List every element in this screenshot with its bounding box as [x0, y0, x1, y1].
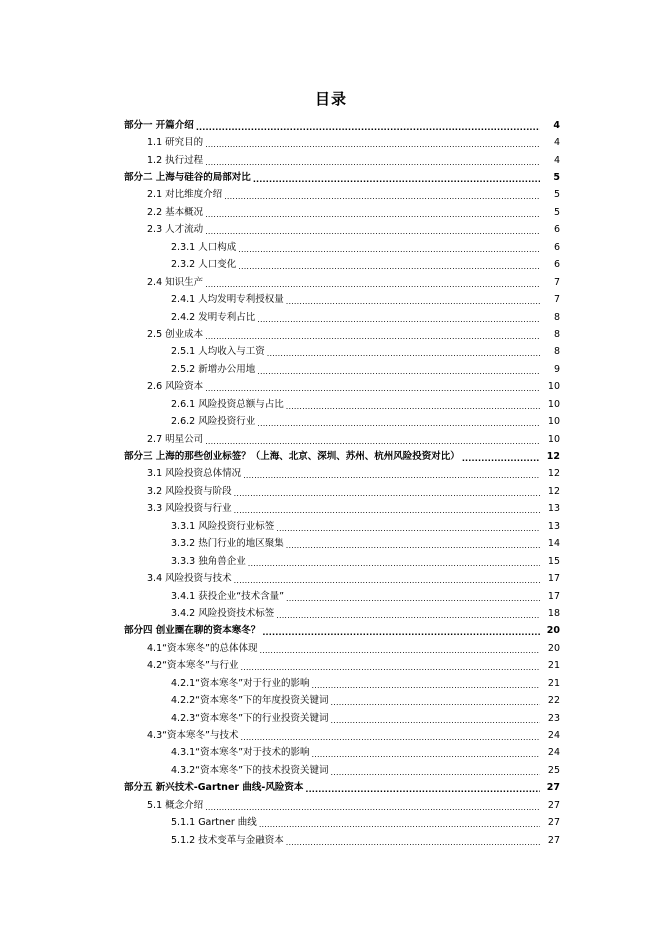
toc-subsection-entry[interactable] — [0, 797, 662, 814]
toc-subsection-entry[interactable] — [0, 204, 662, 221]
toc-dot-leader — [262, 627, 540, 639]
toc-page-number: 7 — [553, 294, 560, 306]
toc-dot-leader — [257, 418, 540, 430]
toc-dot-leader — [205, 279, 540, 291]
toc-entry-label: 部分五 新兴技术-Gartner 曲线-风险资本 — [124, 782, 304, 794]
toc-entry-label: 2.6.1 风险投资总额与占比 — [171, 398, 284, 410]
toc-dot-leader — [205, 383, 540, 395]
toc-title: 目录 — [314, 90, 347, 108]
toc-page-number: 24 — [547, 730, 560, 742]
toc-entry-label: 3.2 风险投资与阶段 — [147, 485, 232, 497]
toc-subsubsection-entry[interactable] — [0, 396, 662, 413]
toc-page-number: 21 — [547, 677, 560, 689]
toc-dot-leader — [224, 191, 540, 203]
toc-dot-leader — [205, 802, 540, 814]
toc-subsection-entry[interactable] — [0, 134, 662, 151]
toc-dot-leader — [205, 436, 540, 448]
toc-section-entry[interactable] — [0, 117, 662, 134]
toc-entry-label: 2.5.2 新增办公用地 — [171, 363, 256, 375]
toc-dot-leader — [286, 540, 540, 552]
toc-entry-label: 4.2.3“资本寒冬”下的行业投资关键词 — [171, 712, 329, 724]
toc-subsection-entry[interactable] — [0, 431, 662, 448]
toc-page-number: 10 — [547, 433, 560, 445]
toc-subsection-entry[interactable] — [0, 274, 662, 291]
toc-subsection-entry[interactable] — [0, 501, 662, 518]
toc-entry-label: 部分一 开篇介绍 — [124, 119, 194, 131]
toc-entry-label: 3.4 风险投资与技术 — [147, 573, 232, 585]
table-of-contents — [0, 117, 662, 849]
toc-section-entry[interactable] — [0, 169, 662, 186]
toc-subsubsection-entry[interactable] — [0, 762, 662, 779]
toc-dot-leader — [259, 645, 540, 657]
toc-subsubsection-entry[interactable] — [0, 257, 662, 274]
toc-subsection-entry[interactable] — [0, 466, 662, 483]
toc-entry-label: 5.1.2 技术变革与金融资本 — [171, 834, 284, 846]
toc-page-number: 8 — [553, 328, 560, 340]
toc-page-number: 18 — [547, 607, 560, 619]
toc-subsubsection-entry[interactable] — [0, 413, 662, 430]
toc-entry-label: 2.6.2 风险投资行业 — [171, 416, 256, 428]
toc-page-number: 17 — [547, 590, 560, 602]
toc-entry-label: 4.3“资本寒冬”与技术 — [147, 730, 239, 742]
toc-subsection-entry[interactable] — [0, 222, 662, 239]
toc-dot-leader — [205, 331, 540, 343]
toc-page-number: 4 — [553, 154, 560, 166]
toc-dot-leader — [205, 139, 540, 151]
toc-entry-label: 2.7 明星公司 — [147, 433, 204, 445]
toc-entry-label: 3.3.2 热门行业的地区聚集 — [171, 538, 284, 550]
toc-entry-label: 3.3 风险投资与行业 — [147, 503, 232, 515]
toc-page-number: 20 — [546, 625, 560, 637]
toc-entry-label: 部分二 上海与硅谷的局部对比 — [124, 172, 251, 184]
toc-entry-label: 2.3 人才流动 — [147, 224, 204, 236]
toc-subsubsection-entry[interactable] — [0, 344, 662, 361]
toc-entry-label: 4.3.2“资本寒冬”下的技术投资关键词 — [171, 764, 329, 776]
toc-subsubsection-entry[interactable] — [0, 518, 662, 535]
toc-page-number: 9 — [553, 363, 560, 375]
toc-subsubsection-entry[interactable] — [0, 553, 662, 570]
toc-dot-leader — [243, 470, 540, 482]
toc-entry-label: 2.4.2 发明专利占比 — [171, 311, 256, 323]
toc-subsubsection-entry[interactable] — [0, 291, 662, 308]
toc-subsection-entry[interactable] — [0, 483, 662, 500]
toc-entry-label: 2.1 对比维度介绍 — [147, 189, 223, 201]
toc-dot-leader — [286, 837, 540, 849]
toc-page-number: 22 — [547, 695, 560, 707]
toc-dot-leader — [259, 819, 540, 831]
toc-page-number: 12 — [547, 485, 560, 497]
toc-entry-label: 3.3.1 风险投资行业标签 — [171, 520, 275, 532]
toc-dot-leader — [276, 610, 540, 622]
toc-dot-leader — [234, 488, 540, 500]
toc-page-number: 27 — [546, 782, 560, 794]
toc-entry-label: 3.3.3 独角兽企业 — [171, 555, 246, 567]
toc-subsection-entry[interactable] — [0, 640, 662, 657]
toc-entry-label: 1.2 执行过程 — [147, 154, 204, 166]
toc-subsection-entry[interactable] — [0, 379, 662, 396]
toc-dot-leader — [305, 784, 540, 796]
toc-dot-leader — [331, 767, 540, 779]
toc-subsubsection-entry[interactable] — [0, 361, 662, 378]
toc-entry-label: 部分三 上海的那些创业标签？（上海、北京、深圳、苏州、杭州风险投资对比） — [124, 451, 460, 463]
toc-dot-leader — [286, 593, 540, 605]
toc-page-number: 4 — [553, 119, 560, 131]
toc-entry-label: 4.2.1“资本寒冬”对于行业的影响 — [171, 677, 310, 689]
toc-entry-label: 2.5.1 人均收入与工资 — [171, 346, 265, 358]
toc-dot-leader — [267, 348, 540, 360]
toc-dot-leader — [286, 296, 540, 308]
toc-entry-label: 3.1 风险投资总体情况 — [147, 468, 242, 480]
toc-entry-label: 2.3.1 人口构成 — [171, 241, 237, 253]
toc-dot-leader — [286, 401, 540, 413]
toc-entry-label: 2.4 知识生产 — [147, 276, 204, 288]
toc-page-number: 15 — [547, 555, 560, 567]
toc-section-entry[interactable] — [0, 448, 662, 465]
toc-page-number: 5 — [553, 172, 560, 184]
toc-page-number: 17 — [547, 573, 560, 585]
toc-subsubsection-entry[interactable] — [0, 745, 662, 762]
toc-page-number: 12 — [546, 451, 560, 463]
toc-page-number: 25 — [547, 764, 560, 776]
toc-subsubsection-entry[interactable] — [0, 675, 662, 692]
toc-subsubsection-entry[interactable] — [0, 815, 662, 832]
toc-dot-leader — [205, 226, 540, 238]
toc-subsection-entry[interactable] — [0, 152, 662, 169]
toc-entry-label: 3.4.2 风险投资技术标签 — [171, 607, 275, 619]
toc-subsection-entry[interactable] — [0, 658, 662, 675]
toc-subsubsection-entry[interactable] — [0, 692, 662, 709]
toc-entry-label: 2.6 风险资本 — [147, 381, 204, 393]
toc-dot-leader — [331, 697, 540, 709]
toc-subsubsection-entry[interactable] — [0, 239, 662, 256]
toc-subsubsection-entry[interactable] — [0, 588, 662, 605]
toc-dot-leader — [276, 523, 540, 535]
toc-page-number: 6 — [553, 259, 560, 271]
toc-section-entry[interactable] — [0, 623, 662, 640]
toc-entry-label: 3.4.1 获投企业“技术含量” — [171, 590, 285, 602]
toc-subsubsection-entry[interactable] — [0, 605, 662, 622]
toc-subsubsection-entry[interactable] — [0, 536, 662, 553]
toc-page-number: 23 — [547, 712, 560, 724]
toc-page-number: 5 — [553, 189, 560, 201]
toc-page-number: 27 — [547, 799, 560, 811]
toc-entry-label: 5.1.1 Gartner 曲线 — [171, 817, 257, 829]
toc-page-number: 21 — [547, 660, 560, 672]
toc-dot-leader — [240, 662, 540, 674]
toc-page-number: 10 — [547, 398, 560, 410]
toc-entry-label: 4.2“资本寒冬”与行业 — [147, 660, 239, 672]
toc-dot-leader — [234, 505, 540, 517]
toc-entry-label: 4.1“资本寒冬”的总体体现 — [147, 642, 258, 654]
toc-subsubsection-entry[interactable] — [0, 710, 662, 727]
toc-subsection-entry[interactable] — [0, 727, 662, 744]
toc-dot-leader — [238, 244, 540, 256]
toc-dot-leader — [462, 453, 540, 465]
toc-page-number: 8 — [553, 346, 560, 358]
toc-dot-leader — [238, 261, 540, 273]
toc-dot-leader — [253, 174, 540, 186]
toc-entry-label: 2.4.1 人均发明专利授权量 — [171, 294, 284, 306]
toc-entry-label: 部分四 创业圈在聊的资本寒冬？ — [124, 625, 261, 637]
toc-dot-leader — [205, 157, 540, 169]
toc-section-entry[interactable] — [0, 780, 662, 797]
toc-entry-label: 4.3.1“资本寒冬”对于技术的影响 — [171, 747, 310, 759]
toc-dot-leader — [234, 575, 540, 587]
toc-subsection-entry[interactable] — [0, 570, 662, 587]
toc-subsection-entry[interactable] — [0, 187, 662, 204]
toc-page-number: 5 — [553, 206, 560, 218]
toc-page-number: 10 — [547, 381, 560, 393]
toc-page-number: 27 — [547, 834, 560, 846]
toc-dot-leader — [312, 680, 540, 692]
toc-entry-label: 1.1 研究目的 — [147, 137, 204, 149]
toc-entry-label: 2.2 基本概况 — [147, 206, 204, 218]
toc-page-number: 8 — [553, 311, 560, 323]
toc-page-number: 10 — [547, 416, 560, 428]
toc-entry-label: 4.2.2“资本寒冬”下的年度投资关键词 — [171, 695, 329, 707]
toc-entry-label: 2.3.2 人口变化 — [171, 259, 237, 271]
toc-dot-leader — [331, 715, 540, 727]
toc-dot-leader — [312, 749, 540, 761]
toc-dot-leader — [257, 366, 540, 378]
toc-dot-leader — [240, 732, 540, 744]
toc-page-number: 12 — [547, 468, 560, 480]
toc-dot-leader — [257, 314, 540, 326]
toc-page-number: 4 — [553, 137, 560, 149]
toc-subsection-entry[interactable] — [0, 326, 662, 343]
toc-dot-leader — [196, 122, 540, 134]
toc-page-number: 20 — [547, 642, 560, 654]
toc-page-number: 14 — [547, 538, 560, 550]
toc-page-number: 27 — [547, 817, 560, 829]
toc-page-number: 13 — [547, 520, 560, 532]
toc-entry-label: 2.5 创业成本 — [147, 328, 204, 340]
toc-subsubsection-entry[interactable] — [0, 309, 662, 326]
toc-dot-leader — [205, 209, 540, 221]
toc-page-number: 24 — [547, 747, 560, 759]
toc-entry-label: 5.1 概念介绍 — [147, 799, 204, 811]
toc-page-number: 6 — [553, 241, 560, 253]
toc-dot-leader — [248, 558, 540, 570]
toc-page-number: 7 — [553, 276, 560, 288]
toc-subsubsection-entry[interactable] — [0, 832, 662, 849]
toc-page-number: 13 — [547, 503, 560, 515]
toc-page-number: 6 — [553, 224, 560, 236]
